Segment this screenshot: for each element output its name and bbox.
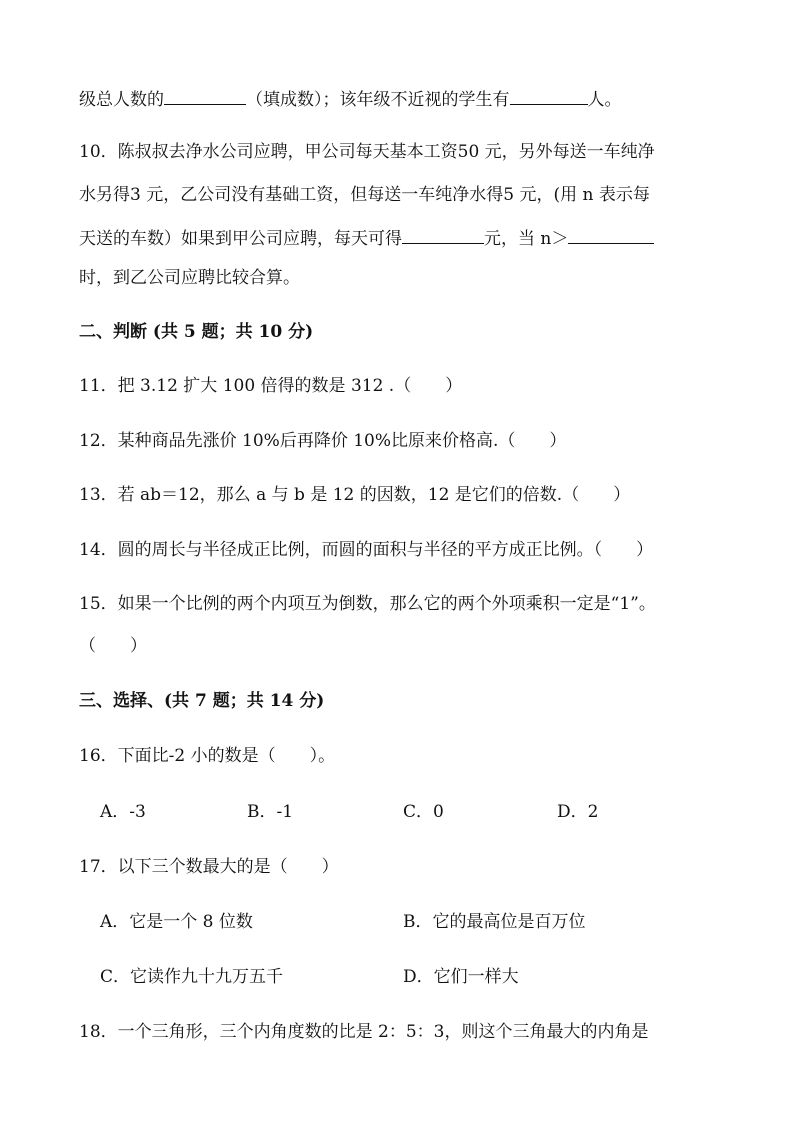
q9-text-part1: 级总人数的 <box>79 90 164 110</box>
q17-option-a[interactable]: A．它是一个 8 位数 <box>100 912 253 932</box>
question-9-continuation <box>79 86 622 112</box>
q17-option-b[interactable]: B．它的最高位是百万位 <box>403 912 586 932</box>
q10-answer-blank-1[interactable] <box>402 225 484 244</box>
q10-line-4: 时，到乙公司应聘比较合算。 <box>79 268 300 288</box>
q15-line-2: （ ） <box>79 636 147 656</box>
q10-answer-blank-2[interactable] <box>568 225 654 244</box>
q10-line-1: 10．陈叔叔去净水公司应聘，甲公司每天基本工资50 元，另外每送一车纯净 <box>79 142 655 162</box>
q16-option-a[interactable]: A．-3 <box>100 802 146 822</box>
q9-text-part3: 人。 <box>587 90 622 110</box>
q10-text-part2: 元，当 n＞ <box>484 229 569 249</box>
q18-stem: 18．一个三角形，三个内角度数的比是 2：5：3，则这个三角最大的内角是 <box>79 1022 649 1042</box>
question-11: 11．把 3.12 扩大 100 倍得的数是 312 .（ ） <box>79 376 463 396</box>
q9-answer-blank-1[interactable] <box>164 86 246 105</box>
q9-answer-blank-2[interactable] <box>510 86 588 105</box>
q9-text-part2: （填成数）；该年级不近视的学生有 <box>246 90 510 110</box>
q10-line-3 <box>79 225 654 251</box>
q15-line-1: 15．如果一个比例的两个内项互为倒数，那么它的两个外项乘积一定是“1”。 <box>79 594 656 614</box>
q17-stem: 17．以下三个数最大的是（ ） <box>79 857 339 877</box>
q16-stem: 16．下面比-2 小的数是（ ）。 <box>79 746 336 766</box>
q16-option-c[interactable]: C．0 <box>403 802 444 822</box>
q10-line-2: 水另得3 元，乙公司没有基础工资，但每送一车纯净水得5 元，(用 n 表示每 <box>79 185 650 205</box>
question-14: 14．圆的周长与半径成正比例，而圆的面积与半径的平方成正比例。（ ） <box>79 540 654 560</box>
question-12: 12．某种商品先涨价 10%后再降价 10%比原来价格高.（ ） <box>79 431 567 451</box>
section-2-title: 二、判断 (共 5 题；共 10 分) <box>79 322 314 342</box>
section-3-title: 三、选择、(共 7 题；共 14 分) <box>79 691 325 711</box>
question-13: 13．若 ab＝12，那么 a 与 b 是 12 的因数，12 是它们的倍数.（ ） <box>79 485 631 505</box>
q17-option-d[interactable]: D．它们一样大 <box>403 967 519 987</box>
q17-option-c[interactable]: C．它读作九十九万五千 <box>100 967 284 987</box>
q16-option-b[interactable]: B．-1 <box>247 802 294 822</box>
q16-option-d[interactable]: D．2 <box>557 802 599 822</box>
q10-text-part1: 天送的车数）如果到甲公司应聘，每天可得 <box>79 229 402 249</box>
